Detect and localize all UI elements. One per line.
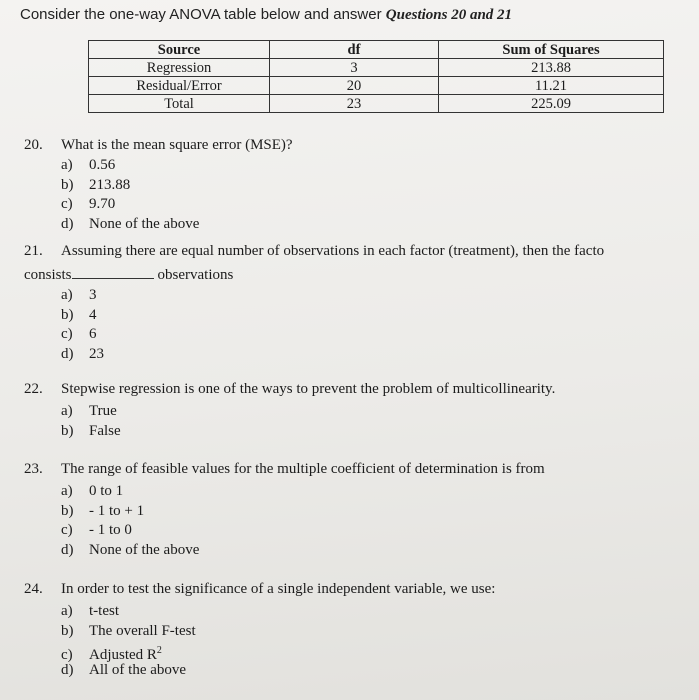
option-letter: d): [61, 541, 74, 558]
anova-cell-ss: 11.21: [439, 77, 664, 95]
option-text: Adjusted R: [89, 647, 157, 663]
option-list: [61, 156, 199, 234]
question-number: 24.: [24, 581, 43, 597]
question-number: 22.: [24, 381, 43, 397]
option-a: [61, 602, 196, 622]
option-list: [61, 286, 104, 364]
option-text: 213.88: [89, 176, 131, 193]
option-letter: b): [61, 306, 74, 323]
option-a: [61, 482, 199, 502]
option-text: All of the above: [89, 661, 187, 678]
anova-header-ss: Sum of Squares: [439, 41, 664, 59]
question-number: 23.: [24, 461, 43, 477]
anova-table: [88, 40, 664, 113]
anova-cell-ss: 213.88: [439, 59, 664, 77]
question-stem: The range of feasible values for the multiple coefficient of determination is from: [61, 461, 545, 477]
anova-cell-source: Total: [89, 95, 270, 113]
anova-cell-df: 23: [270, 95, 439, 113]
option-letter: b): [61, 502, 74, 519]
anova-cell-ss: 225.09: [439, 95, 664, 113]
anova-row: [89, 95, 664, 113]
option-b: [61, 502, 199, 522]
option-list: [61, 482, 199, 560]
option-text: t-test: [89, 603, 119, 619]
option-text: True: [89, 403, 117, 419]
anova-header-row: [89, 41, 664, 59]
option-b: [61, 176, 199, 196]
instruction-line: [20, 6, 512, 24]
option-c: [61, 195, 199, 215]
option-d: [61, 215, 199, 235]
anova-cell-df: 3: [270, 59, 439, 77]
anova-row: [89, 59, 664, 77]
question-stem-line2: [24, 264, 233, 286]
instruction-bold: Questions 20 and 21: [385, 7, 513, 23]
option-text: - 1 to 0: [89, 522, 132, 538]
question-stem: In order to test the significance of a single independent variable, we use:: [61, 581, 496, 597]
option-letter: d): [61, 661, 74, 678]
option-d: [61, 541, 199, 561]
anova-cell-source: Residual/Error: [89, 77, 270, 95]
option-text: None of the above: [89, 541, 200, 558]
option-list: [61, 402, 121, 441]
stem-line2-start: consists: [24, 267, 72, 283]
question-number: 20.: [24, 137, 43, 153]
option-b: [61, 622, 196, 642]
option-letter: c): [61, 326, 73, 342]
option-a: [61, 286, 104, 306]
option-letter: a): [61, 157, 73, 173]
option-d: [61, 345, 104, 365]
option-letter: a): [61, 603, 73, 619]
anova-row: [89, 77, 664, 95]
option-b: [61, 422, 121, 442]
option-letter: b): [61, 176, 74, 193]
option-c: [61, 521, 199, 541]
stem-line2-end: observations: [157, 267, 234, 283]
instruction-text: Consider the one-way ANOVA table below and answer: [20, 6, 382, 23]
anova-cell-source: Regression: [89, 59, 270, 77]
option-letter: c): [61, 522, 73, 538]
option-d: [61, 661, 196, 681]
option-a: [61, 156, 199, 176]
option-a: [61, 402, 121, 422]
option-text: 3: [89, 287, 97, 303]
option-letter: c): [61, 647, 73, 663]
option-list: [61, 602, 196, 680]
question-stem: What is the mean square error (MSE)?: [61, 137, 293, 153]
option-superscript: 2: [156, 645, 162, 656]
option-text: 9.70: [89, 196, 116, 212]
option-letter: b): [61, 622, 74, 639]
option-text: None of the above: [89, 215, 200, 232]
option-c: [61, 325, 104, 345]
option-text: 23: [89, 345, 104, 362]
anova-cell-df: 20: [270, 77, 439, 95]
question-number: 21.: [24, 243, 43, 259]
option-text: 0 to 1: [89, 483, 124, 499]
option-text: - 1 to + 1: [89, 502, 145, 519]
question-stem: Assuming there are equal number of observations in each factor (treatment), then the facto: [61, 243, 605, 259]
option-text: The overall F-test: [89, 622, 196, 639]
option-b: [61, 306, 104, 326]
option-text: False: [89, 422, 121, 439]
option-letter: b): [61, 422, 74, 439]
option-text: 6: [89, 326, 97, 342]
question-stem: Stepwise regression is one of the ways to prevent the problem of multicollinearity.: [61, 381, 556, 397]
option-c: [61, 641, 196, 661]
option-letter: c): [61, 196, 73, 212]
option-letter: a): [61, 483, 73, 499]
option-letter: d): [61, 215, 74, 232]
answer-blank: [72, 264, 154, 279]
option-letter: a): [61, 403, 73, 419]
option-letter: a): [61, 287, 73, 303]
option-letter: d): [61, 345, 74, 362]
option-text: 4: [89, 306, 97, 323]
anova-header-source: Source: [89, 41, 270, 59]
anova-header-df: df: [270, 41, 439, 59]
option-text: 0.56: [89, 157, 116, 173]
